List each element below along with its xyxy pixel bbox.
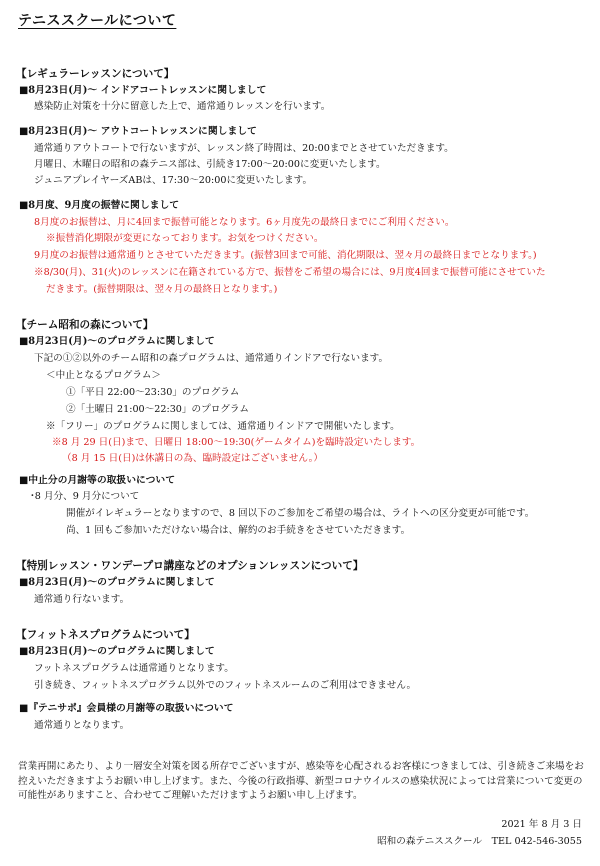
text-makeup-1: 8月度のお振替は、月に4回まで振替可能となります。6ヶ月度先の最終日までにご利用ください。 (34, 217, 455, 228)
subheading-tenisapo: ■『テニサポ』会員様の月謝等の取扱いについて (19, 703, 234, 714)
text-fee-2: 尚、1 回もご参加いただけない場合は、解約のお手続きをさせていただきます。 (66, 525, 411, 536)
issue-date: 2021 年 8 月 3 日 (501, 819, 582, 830)
school-signature: 昭和の森テニススクール TEL 042-546-3055 (377, 836, 582, 847)
text-sunday-temp: ※8 月 29 日(日)まで、日曜日 18:00～19:30(ゲームタイム)を臨時設定いたします。 (52, 437, 421, 448)
text-makeup-2: ※振替消化期限が変更になっております。お気をつけください。 (46, 233, 324, 244)
label-cancelled-programs: ＜中止となるプログラム＞ (46, 370, 162, 381)
section-heading-regular: 【レギュラーレッスンについて】 (16, 68, 175, 80)
cancelled-program-2: ②「土曜日 21:00～22:30」のプログラム (66, 404, 249, 415)
text-outdoor-3: ジュニアプレイヤーズABは、17:30～20:00に変更いたします。 (34, 175, 313, 186)
section-heading-special: 【特別レッスン・ワンデープロ講座などのオプションレッスンについて】 (16, 560, 364, 572)
closing-paragraph: 営業再開にあたり、より一層安全対策を図る所存でございますが、感染等を心配されるお客様につきましては、引き続きご来場をお控えいただきますようお願い申し上げます。また、今後の行政指導、新型コロナウイルスの感染状況によっては営業について変更の可能性がありますこと、合わせてご理解いただけますようお願い申し上げます。 (18, 761, 584, 802)
subheading-special-program: ■8月23日(月)～のプログラムに関しまして (19, 577, 215, 588)
subheading-outdoor: ■8月23日(月)～ アウトコートレッスンに関しまして (19, 126, 257, 137)
text-fitness-1: フットネスプログラムは通常通りとなります。 (34, 663, 234, 674)
subheading-fitness-program: ■8月23日(月)～のプログラムに関しまして (19, 646, 215, 657)
text-special: 通常通り行ないます。 (34, 594, 130, 605)
subheading-fee: ■中止分の月謝等の取扱いについて (19, 475, 176, 486)
text-makeup-5: だきます。(振替期限は、翌々月の最終日となります。) (46, 284, 278, 295)
text-makeup-3: 9月度のお振替は通常通りとさせていただきます。(振替3回まで可能、消化期限は、翌々月の最終日までとなります。) (34, 250, 537, 261)
subheading-makeup: ■8月度、9月度の振替に関しまして (19, 200, 180, 211)
cancelled-program-1: ①「平日 22:00～23:30」のプログラム (66, 387, 240, 398)
text-outdoor-2: 月曜日、木曜日の昭和の森テニス部は、引続き17:00～20:00に変更いたします。 (34, 159, 386, 170)
text-indoor: 感染防止対策を十分に留意した上で、通常通りレッスンを行います。 (34, 101, 331, 112)
text-fitness-2: 引き続き、フィットネスプログラム以外でのフィットネスルームのご利用はできません。 (34, 680, 417, 691)
text-team-intro: 下記の①②以外のチーム昭和の森プログラムは、通常通りインドアで行ないます。 (34, 353, 389, 364)
section-heading-fitness: 【フィットネスプログラムについて】 (16, 629, 195, 641)
text-makeup-4: ※8/30(月)、31(火)のレッスンに在籍されている方で、振替をご希望の場合には、9月度4回まで振替可能にさせていた (34, 267, 546, 278)
text-tenisapo: 通常通りとなります。 (34, 720, 130, 731)
page-title: テニススクールについて (18, 13, 177, 29)
subheading-team-program: ■8月23日(月)～のプログラムに関しまして (19, 336, 215, 347)
text-sunday-closed: （8 月 15 日(日)は休講日の為、臨時設定はございません。） (62, 453, 323, 464)
text-free-note: ※「フリー」のプログラムに関しましては、通常通りインドアで開催いたします。 (46, 421, 400, 432)
subheading-indoor: ■8月23日(月)～ インドアコートレッスンに関しまして (19, 85, 267, 96)
section-heading-team: 【チーム昭和の森について】 (16, 319, 154, 331)
text-fee-1: 開催がイレギュラーとなりますので、8 回以下のご参加をご希望の場合は、ライトへの区分変更が可能です。 (66, 508, 535, 519)
text-outdoor-1: 通常通りアウトコートで行ないますが、レッスン終了時間は、20:00までとさせていただきます。 (34, 143, 454, 154)
text-fee-period: ･8 月分、9 月分について (30, 491, 140, 502)
